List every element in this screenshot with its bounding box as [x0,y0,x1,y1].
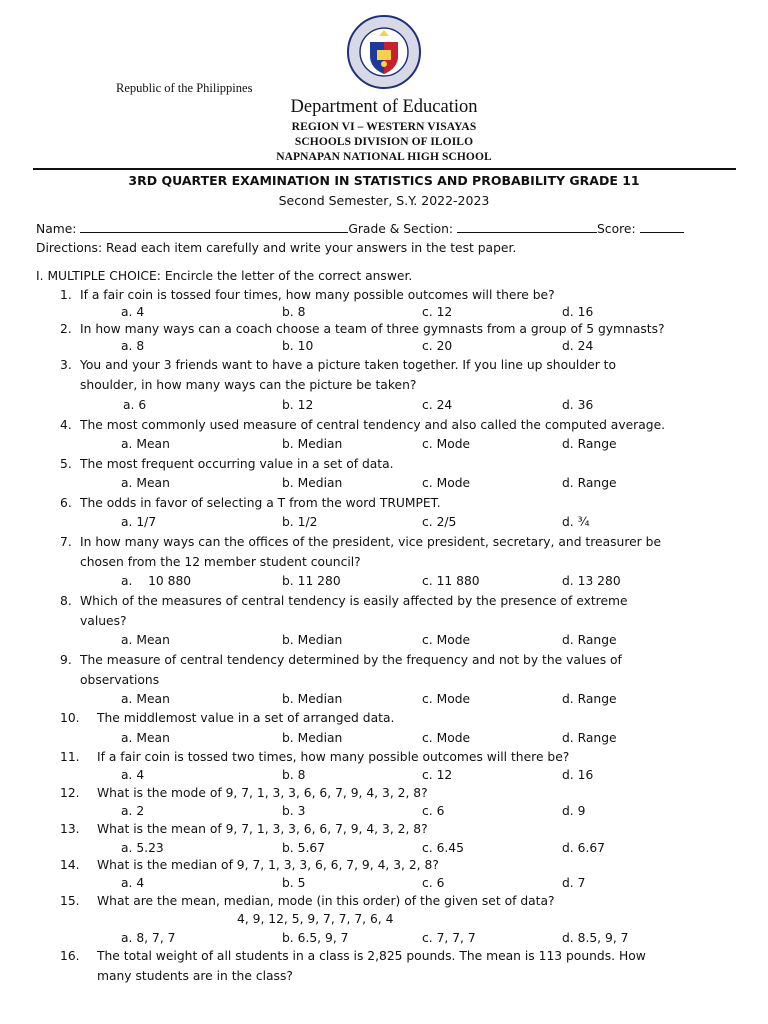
choice-d[interactable]: d. ¾ [562,515,590,529]
choice-c[interactable]: c. 6 [422,876,445,890]
grade-section-field[interactable] [457,221,597,233]
question-text: The measure of central tendency determined by the frequency and not by the values of [80,653,622,667]
question-text: If a fair coin is tossed two times, how many possible outcomes will there be? [97,750,570,764]
choice-b[interactable]: b. Median [282,731,343,745]
question-text: In how many ways can a coach choose a team of three gymnasts from a group of 5 gymnasts? [80,322,665,336]
choice-c[interactable]: c. Mode [422,692,471,706]
choice-b[interactable]: b. 10 [282,339,314,353]
choice-d[interactable]: d. 36 [562,398,594,412]
score-field[interactable] [640,221,684,233]
grade-section-label: Grade & Section: [348,222,454,236]
choice-c[interactable]: c. 24 [422,398,453,412]
choice-b[interactable]: b. 5.67 [282,841,326,855]
choice-c[interactable]: c. 11 880 [422,574,480,588]
choice-c[interactable]: c. 6 [422,804,445,818]
header-divider [33,168,736,170]
choice-d[interactable]: d. Range [562,437,617,451]
republic-label: Republic of the Philippines [116,81,253,95]
question-10: 10. The middlemost value in a set of arranged data. [60,711,395,725]
choice-a[interactable]: a. 5.23 [121,841,164,855]
question-text: What are the mean, median, mode (in this order) of the given set of data? [97,894,555,908]
question-15: 15. What are the mean, median, mode (in this order) of the given set of data? [60,894,555,908]
question-text: In how many ways can the offices of the president, vice president, secretary, and treasurer be [80,535,662,549]
choice-b[interactable]: b. Median [282,692,343,706]
question-text: If a fair coin is tossed four times, how many possible outcomes will there be? [80,288,555,302]
question-8: 8. Which of the measures of central tendency is easily affected by the presence of extreme [60,594,628,608]
question-text: What is the mode of 9, 7, 1, 3, 3, 6, 6, 7, 9, 4, 3, 2, 8? [97,786,428,800]
question-text: What is the mean of 9, 7, 1, 3, 3, 6, 6, 7, 9, 4, 3, 2, 8? [97,822,428,836]
question-text: What is the median of 9, 7, 1, 3, 3, 6, 6, 7, 9, 4, 3, 2, 8? [97,858,439,872]
exam-title: 3RD QUARTER EXAMINATION IN STATISTICS AND PROBABILITY GRADE 11 [128,173,640,188]
choice-a[interactable]: a. Mean [121,731,170,745]
choice-a[interactable]: a. Mean [121,633,170,647]
choice-d[interactable]: d. 7 [562,876,586,890]
question-text-continued: chosen from the 12 member student council? [80,555,361,569]
choice-c[interactable]: c. Mode [422,476,471,490]
choice-c[interactable]: c. 7, 7, 7 [422,931,476,945]
choice-a[interactable]: a. 10 880 [121,574,192,588]
choice-b[interactable]: b. 12 [282,398,314,412]
question-text: The most frequent occurring value in a set of data. [80,457,394,471]
choice-c[interactable]: c. Mode [422,633,471,647]
question-text: Which of the measures of central tendency is easily affected by the presence of extreme [80,594,628,608]
division-label: SCHOOLS DIVISION OF ILOILO [294,136,474,148]
question-14: 14. What is the median of 9, 7, 1, 3, 3, 6, 6, 7, 9, 4, 3, 2, 8? [60,858,439,872]
choice-b[interactable]: b. 3 [282,804,306,818]
name-label: Name: [36,222,77,236]
choice-a[interactable]: a. Mean [121,692,170,706]
department-title: Department of Education [290,97,478,117]
choice-b[interactable]: b. 8 [282,305,306,319]
question-text: You and your 3 friends want to have a picture taken together. If you line up shoulder to [80,358,617,372]
choice-c[interactable]: c. 2/5 [422,515,457,529]
choice-c[interactable]: c. Mode [422,731,471,745]
choice-d[interactable]: d. Range [562,731,617,745]
question-1: 1. If a fair coin is tossed four times, how many possible outcomes will there be? [60,288,555,302]
question-6: 6. The odds in favor of selecting a T from the word TRUMPET. [60,496,441,510]
choice-d[interactable]: d. 8.5, 9, 7 [562,931,629,945]
exam-semester: Second Semester, S.Y. 2022-2023 [278,193,490,208]
question-text: The most commonly used measure of central tendency and also called the computed average. [80,418,666,432]
choice-b[interactable]: b. Median [282,633,343,647]
name-field[interactable] [80,221,348,233]
choice-d[interactable]: d. 9 [562,804,586,818]
choice-a[interactable]: a. 8 [121,339,145,353]
choice-a[interactable]: a. Mean [121,476,170,490]
directions: Directions: Read each item carefully and write your answers in the test paper. [36,241,517,255]
choice-d[interactable]: d. 13 280 [562,574,621,588]
choice-c[interactable]: c. 12 [422,305,453,319]
choice-a[interactable]: a. 1/7 [121,515,157,529]
choice-d[interactable]: d. 16 [562,768,594,782]
choice-b[interactable]: b. 5 [282,876,306,890]
question-text: The middlemost value in a set of arranged data. [97,711,395,725]
choice-c[interactable]: c. Mode [422,437,471,451]
choice-d[interactable]: d. 24 [562,339,594,353]
choice-c[interactable]: c. 20 [422,339,453,353]
score-label: Score: [597,222,636,236]
choice-a[interactable]: a. Mean [121,437,170,451]
choice-d[interactable]: d. Range [562,692,617,706]
choice-b[interactable]: b. 11 280 [282,574,341,588]
choice-b[interactable]: b. Median [282,476,343,490]
region-label: REGION VI – WESTERN VISAYAS [291,121,477,133]
question-11: 11. If a fair coin is tossed two times, how many possible outcomes will there be? [60,750,570,764]
question-2: 2. In how many ways can a coach choose a team of three gymnasts from a group of 5 gymnasts? [60,322,665,336]
question-text-continued: many students are in the class? [97,969,293,983]
choice-c[interactable]: c. 6.45 [422,841,464,855]
choice-a[interactable]: a. 6 [123,398,147,412]
choice-d[interactable]: d. Range [562,476,617,490]
choice-b[interactable]: b. Median [282,437,343,451]
choice-b[interactable]: b. 6.5, 9, 7 [282,931,349,945]
question-5: 5. The most frequent occurring value in a set of data. [60,457,394,471]
data-set: 4, 9, 12, 5, 9, 7, 7, 7, 6, 4 [237,912,394,926]
choice-d[interactable]: d. 16 [562,305,594,319]
choice-b[interactable]: b. 1/2 [282,515,318,529]
question-12: 12. What is the mode of 9, 7, 1, 3, 3, 6, 6, 7, 9, 4, 3, 2, 8? [60,786,428,800]
school-name: NAPNAPAN NATIONAL HIGH SCHOOL [276,151,492,163]
question-text-continued: values? [80,614,127,628]
choice-c[interactable]: c. 12 [422,768,453,782]
question-text: The total weight of all students in a class is 2,825 pounds. The mean is 113 pounds. How [97,949,646,963]
choice-a[interactable]: a. 8, 7, 7 [121,931,176,945]
deped-seal [346,14,422,90]
choice-a[interactable]: a. 4 [121,876,145,890]
question-3: 3. You and your 3 friends want to have a picture taken together. If you line up shoulder to [60,358,617,372]
question-7: 7. In how many ways can the offices of the president, vice president, secretary, and treasurer be [60,535,662,549]
choice-a[interactable]: a. 4 [121,768,145,782]
question-4: 4. The most commonly used measure of central tendency and also called the computed average. [60,418,666,432]
choice-b[interactable]: b. 8 [282,768,306,782]
question-text-continued: shoulder, in how many ways can the picture be taken? [80,378,417,392]
question-13: 13. What is the mean of 9, 7, 1, 3, 3, 6, 6, 7, 9, 4, 3, 2, 8? [60,822,428,836]
choice-d[interactable]: d. 6.67 [562,841,606,855]
choice-a[interactable]: a. 4 [121,305,145,319]
student-info-line [36,221,684,236]
question-9: 9. The measure of central tendency determined by the frequency and not by the values of [60,653,622,667]
question-16: 16. The total weight of all students in a class is 2,825 pounds. The mean is 113 pounds. How [60,949,646,963]
question-text-continued: observations [80,673,160,687]
choice-a[interactable]: a. 2 [121,804,145,818]
question-text: The odds in favor of selecting a T from the word TRUMPET. [80,496,441,510]
section-heading: I. MULTIPLE CHOICE: Encircle the letter of the correct answer. [36,269,413,283]
choice-d[interactable]: d. Range [562,633,617,647]
